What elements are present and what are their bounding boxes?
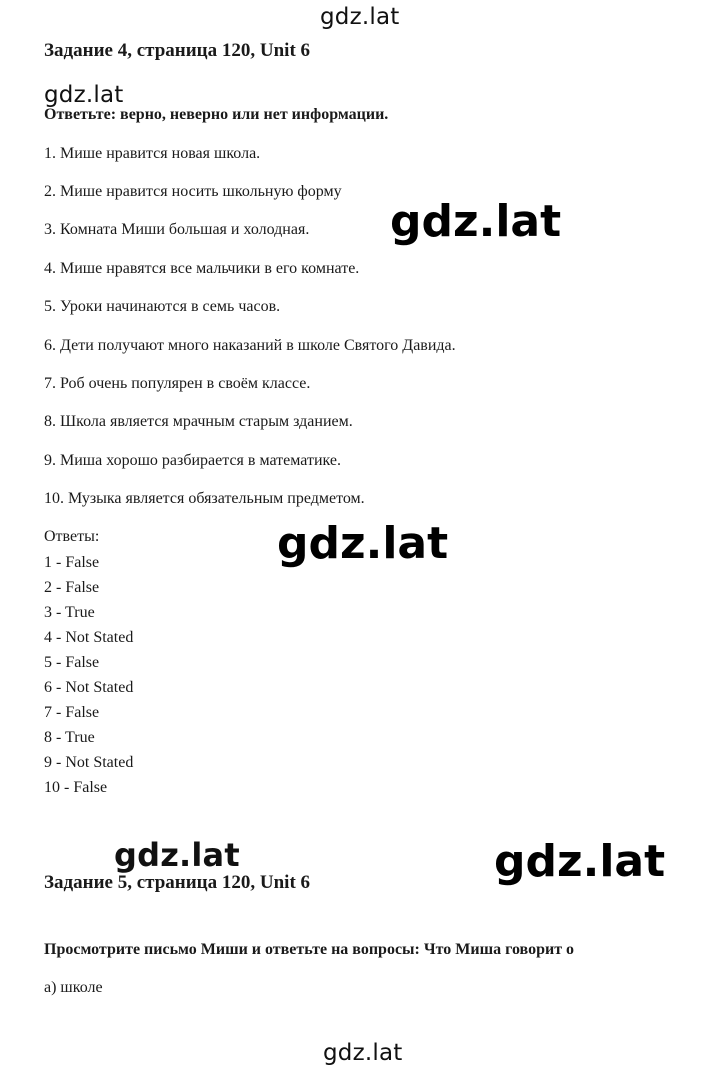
question-6: 6. Дети получают много наказаний в школе Святого Давида. [44, 337, 456, 354]
watermark-big-1: gdz.lat [390, 196, 562, 247]
question-2: 2. Мише нравится носить школьную форму [44, 183, 342, 200]
answer-8: 8 - True [44, 729, 95, 746]
question-4: 4. Мише нравятся все мальчики в его комнате. [44, 260, 360, 277]
task4-heading: Задание 4, страница 120, Unit 6 [44, 40, 311, 61]
answer-1: 1 - False [44, 554, 100, 571]
answer-10: 10 - False [44, 779, 108, 796]
question-7: 7. Роб очень популярен в своём классе. [44, 375, 311, 392]
answer-5: 5 - False [44, 654, 100, 671]
answer-9: 9 - Not Stated [44, 754, 134, 771]
task5-instruction: Просмотрите письмо Миши и ответьте на вопросы: Что Миша говорит о [44, 941, 575, 958]
answer-7: 7 - False [44, 704, 100, 721]
answer-3: 3 - True [44, 604, 95, 621]
answer-6: 6 - Not Stated [44, 679, 134, 696]
answer-2: 2 - False [44, 579, 100, 596]
task5-heading: Задание 5, страница 120, Unit 6 [44, 872, 311, 893]
answers-label: Ответы: [44, 528, 100, 545]
watermark-left-2: gdz.lat [114, 836, 240, 874]
watermark-big-2: gdz.lat [277, 518, 449, 569]
question-8: 8. Школа является мрачным старым зданием. [44, 413, 353, 430]
watermark-bottom: gdz.lat [323, 1040, 403, 1066]
task4-instruction: Ответьте: верно, неверно или нет информации. [44, 106, 389, 123]
question-5: 5. Уроки начинаются в семь часов. [44, 298, 281, 315]
question-9: 9. Миша хорошо разбирается в математике. [44, 452, 341, 469]
question-1: 1. Мише нравится новая школа. [44, 145, 261, 162]
task5-item-a: a) школе [44, 979, 103, 996]
answer-4: 4 - Not Stated [44, 629, 134, 646]
answers-list [44, 550, 133, 800]
question-3: 3. Комната Миши большая и холодная. [44, 221, 310, 238]
watermark-left-1: gdz.lat [44, 82, 124, 108]
question-10: 10. Музыка является обязательным предметом. [44, 490, 365, 507]
watermark-top: gdz.lat [320, 4, 400, 30]
watermark-big-3: gdz.lat [494, 836, 666, 887]
